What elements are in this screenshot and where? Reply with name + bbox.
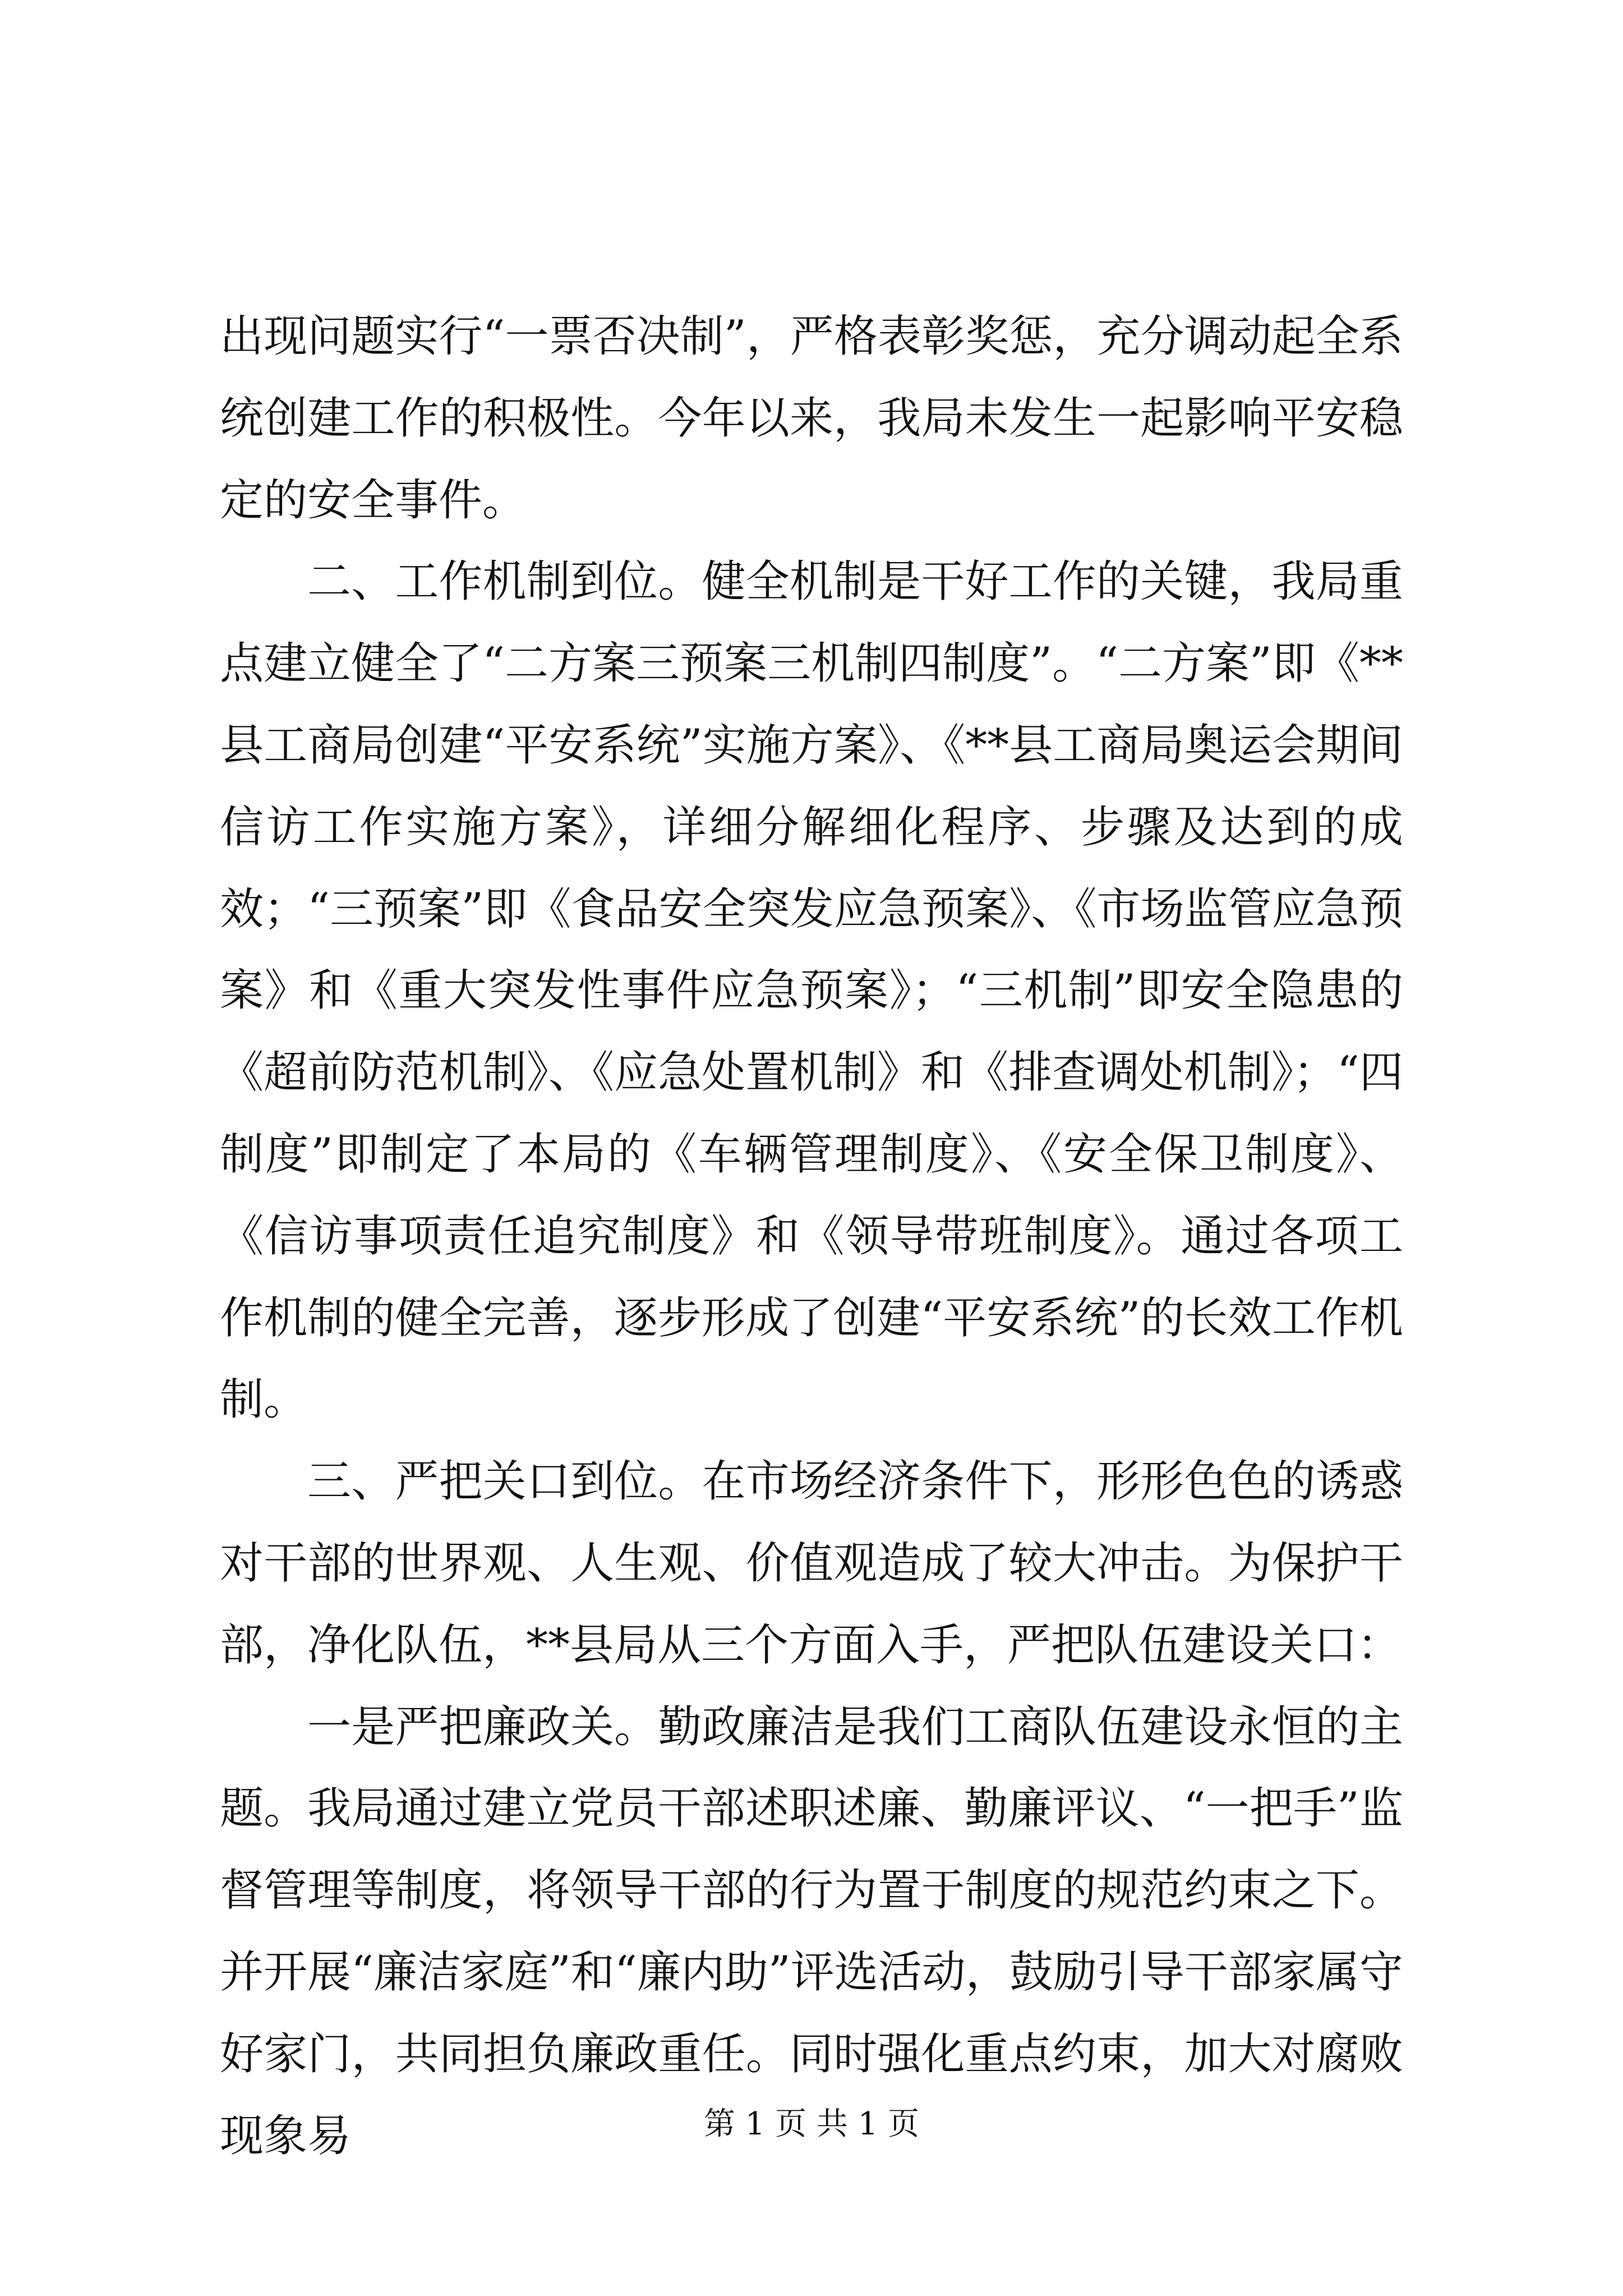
- paragraph-4: 一是严把廉政关。勤政廉洁是我们工商队伍建设永恒的主题。我局通过建立党员干部述职述廉、勤廉评议、“一把手”监督管理等制度，将领导干部的行为置于制度的规范约束之下。并开展“廉洁家庭”和“廉内助”评选活动，鼓励引导干部家属守好家门，共同担负廉政重任。同时强化重点约束，加大对腐败现象易: [220, 1701, 1403, 2161]
- paragraph-2: 二、工作机制到位。健全机制是干好工作的关键，我局重点建立健全了“二方案三预案三机制四制度”。“二方案”即《**县工商局创建“平安系统”实施方案》、《**县工商局奥运会期间信访工作实施方案》，详细分解细化程序、步骤及达到的成效；“三预案”即《食品安全突发应急预案》、《市场监管应急预案》和《重大突发性事件应急预案》；“三机制”即安全隐患的《超前防范机制》、《应急处置机制》和《排查调处机制》；“四制度”即制定了本局的《车辆管理制度》、《安全保卫制度》、《信访事项责任追究制度》和《领导带班制度》。通过各项工作机制的健全完善，逐步形成了创建“平安系统”的长效工作机制。: [220, 556, 1403, 1425]
- document-body: [220, 296, 1403, 2177]
- paragraph-3: 三、严把关口到位。在市场经济条件下，形形色色的诱惑对干部的世界观、人生观、价值观造成了较大冲击。为保护干部，净化队伍，**县局从三个方面入手，严把队伍建设关口：: [220, 1456, 1403, 1671]
- paragraph-1: 出现问题实行“一票否决制”，严格表彰奖惩，充分调动起全系统创建工作的积极性。今年以来，我局未发生一起影响平安稳定的安全事件。: [220, 311, 1403, 526]
- page-number-label: 第 1 页 共 1 页: [703, 2106, 920, 2142]
- page-footer: [0, 2105, 1623, 2144]
